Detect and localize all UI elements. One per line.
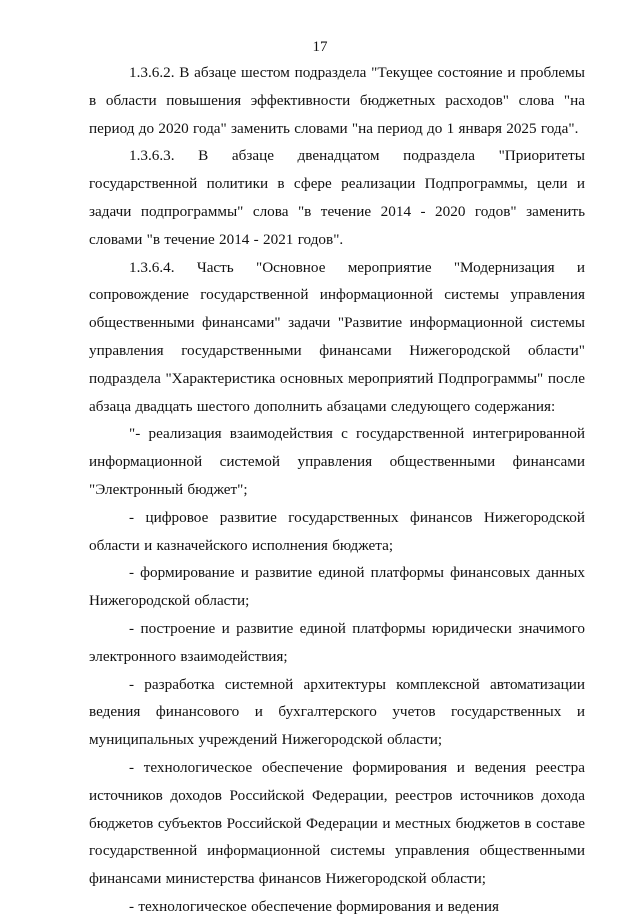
list-item-financial-data-platform: - формирование и развитие единой платформы финансовых данных Нижегородской области; [89, 564, 585, 610]
document-body [89, 59, 585, 921]
paragraph-1-3-6-3: 1.3.6.3. В абзаце двенадцатом подраздела "Приоритеты государственной политики в сфере реализации Подпрограммы, цели и задачи подпрограммы" слова "в течение 2014 - 2020 годов" заменить словами "в течение 2014 - 2021 годов". [89, 147, 585, 248]
list-item-digital-development: - цифровое развитие государственных финансов Нижегородской области и казначейского исполнения бюджета; [89, 508, 585, 554]
list-item-revenue-registry: - технологическое обеспечение формирования и ведения реестра источников доходов Российской Федерации, реестров источников дохода бюджетов субъектов Российской Федерации и местных бюджетов в составе государственной информационной системы управления общественными финансами министерства финансов Нижегородской области; [89, 758, 585, 888]
paragraph-1-3-6-4: 1.3.6.4. Часть "Основное мероприятие "Модернизация и сопровождение государственной информационной системы управления общественными финансами" задачи "Развитие информационной системы управления государственными финансами Нижегородской области" подраздела "Характеристика основных мероприятий Подпрограммы" после абзаца двадцать шестого дополнить абзацами следующего содержания: [89, 258, 585, 415]
list-item-legal-interaction-platform: - построение и развитие единой платформы юридически значимого электронного взаимодействия; [89, 619, 585, 665]
list-item-technological-support: - технологическое обеспечение формирования и ведения [129, 897, 499, 915]
list-item-system-architecture: - разработка системной архитектуры комплексной автоматизации ведения финансового и бухгалтерского учетов государственных и муниципальных учреждений Нижегородской области; [89, 675, 585, 749]
page-number: 17 [312, 39, 328, 55]
list-item-electronic-budget: "- реализация взаимодействия с государственной интегрированной информационной системой управления общественными финансами "Электронный бюджет"; [89, 425, 585, 498]
paragraph-1-3-6-2: 1.3.6.2. В абзаце шестом подраздела "Текущее состояние и проблемы в области повышения эффективности бюджетных расходов" слова "на период до 2020 года" заменить словами "на период до 1 января 2025 года". [89, 64, 585, 137]
